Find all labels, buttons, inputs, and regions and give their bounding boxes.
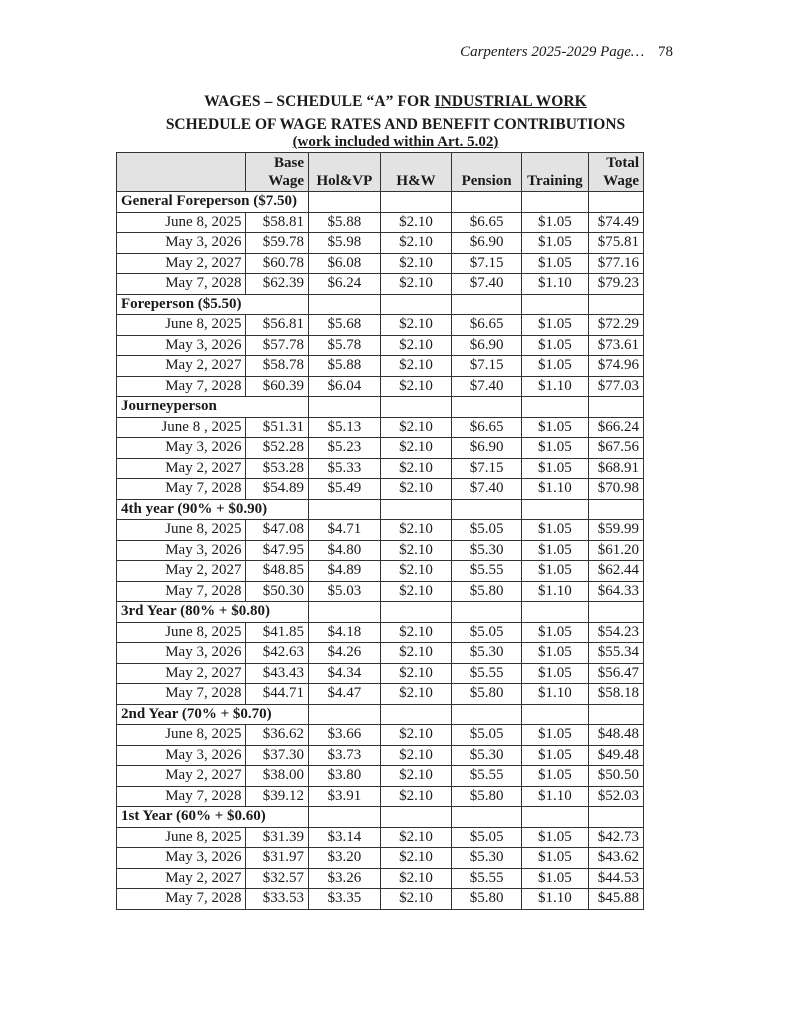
group-label: 3rd Year (80% + $0.80) [117, 602, 309, 623]
table-row [117, 315, 644, 336]
cell-hw: $2.10 [380, 622, 452, 643]
cell-hw: $2.10 [380, 745, 452, 766]
cell-training: $1.10 [521, 786, 588, 807]
cell-hol-vp: $4.71 [309, 520, 381, 541]
cell-hol-vp: $4.89 [309, 561, 381, 582]
cell-hw: $2.10 [380, 274, 452, 295]
empty-cell [380, 294, 452, 315]
cell-base-wage: $58.81 [246, 212, 309, 233]
cell-training: $1.10 [521, 684, 588, 705]
cell-total-wage: $70.98 [588, 479, 643, 500]
cell-effective-date: May 3, 2026 [117, 438, 246, 459]
cell-hol-vp: $5.33 [309, 458, 381, 479]
cell-pension: $6.90 [452, 335, 522, 356]
cell-base-wage: $36.62 [246, 725, 309, 746]
cell-total-wage: $72.29 [588, 315, 643, 336]
header-hol-vp: Hol&VP [309, 153, 381, 192]
empty-cell [588, 499, 643, 520]
group-row [117, 192, 644, 213]
cell-pension: $7.40 [452, 376, 522, 397]
cell-hw: $2.10 [380, 438, 452, 459]
header-pension: Pension [452, 153, 522, 192]
cell-pension: $5.30 [452, 745, 522, 766]
group-row [117, 294, 644, 315]
cell-hol-vp: $4.26 [309, 643, 381, 664]
table-row [117, 356, 644, 377]
table-row [117, 827, 644, 848]
cell-hw: $2.10 [380, 212, 452, 233]
empty-cell [452, 192, 522, 213]
empty-cell [380, 807, 452, 828]
page-title-prefix: WAGES – SCHEDULE “A” FOR [204, 93, 435, 110]
empty-cell [380, 499, 452, 520]
cell-pension: $5.05 [452, 622, 522, 643]
cell-pension: $5.55 [452, 868, 522, 889]
cell-hol-vp: $3.80 [309, 766, 381, 787]
cell-hw: $2.10 [380, 315, 452, 336]
cell-effective-date: May 2, 2027 [117, 253, 246, 274]
cell-hw: $2.10 [380, 663, 452, 684]
cell-pension: $6.90 [452, 233, 522, 254]
cell-base-wage: $37.30 [246, 745, 309, 766]
cell-hol-vp: $4.34 [309, 663, 381, 684]
cell-base-wage: $41.85 [246, 622, 309, 643]
page-title [0, 93, 791, 111]
cell-pension: $7.40 [452, 479, 522, 500]
cell-effective-date: June 8, 2025 [117, 622, 246, 643]
page-subtitle: SCHEDULE OF WAGE RATES AND BENEFIT CONTRIBUTIONS [165, 116, 626, 133]
cell-pension: $5.05 [452, 725, 522, 746]
cell-hol-vp: $5.03 [309, 581, 381, 602]
cell-hw: $2.10 [380, 376, 452, 397]
cell-training: $1.05 [521, 725, 588, 746]
table-row [117, 786, 644, 807]
cell-total-wage: $73.61 [588, 335, 643, 356]
cell-training: $1.10 [521, 889, 588, 910]
table-row [117, 335, 644, 356]
empty-cell [521, 397, 588, 418]
empty-cell [452, 294, 522, 315]
cell-effective-date: May 7, 2028 [117, 581, 246, 602]
cell-total-wage: $68.91 [588, 458, 643, 479]
cell-training: $1.05 [521, 253, 588, 274]
empty-cell [309, 704, 381, 725]
group-row [117, 807, 644, 828]
cell-total-wage: $48.48 [588, 725, 643, 746]
cell-effective-date: May 3, 2026 [117, 745, 246, 766]
empty-cell [521, 704, 588, 725]
cell-hol-vp: $5.68 [309, 315, 381, 336]
cell-training: $1.05 [521, 848, 588, 869]
empty-cell [588, 704, 643, 725]
cell-training: $1.05 [521, 356, 588, 377]
header-base-wage [246, 153, 309, 192]
cell-hw: $2.10 [380, 479, 452, 500]
table-row [117, 848, 644, 869]
cell-hol-vp: $3.20 [309, 848, 381, 869]
cell-hw: $2.10 [380, 233, 452, 254]
cell-total-wage: $55.34 [588, 643, 643, 664]
cell-pension: $5.80 [452, 786, 522, 807]
cell-base-wage: $53.28 [246, 458, 309, 479]
cell-total-wage: $62.44 [588, 561, 643, 582]
cell-hw: $2.10 [380, 540, 452, 561]
table-header-row [117, 153, 644, 192]
table-row [117, 889, 644, 910]
cell-effective-date: June 8, 2025 [117, 725, 246, 746]
cell-base-wage: $57.78 [246, 335, 309, 356]
empty-cell [452, 704, 522, 725]
cell-base-wage: $56.81 [246, 315, 309, 336]
cell-effective-date: May 3, 2026 [117, 848, 246, 869]
group-label: 1st Year (60% + $0.60) [117, 807, 309, 828]
table-row [117, 438, 644, 459]
empty-cell [309, 602, 381, 623]
table-row [117, 561, 644, 582]
cell-effective-date: May 2, 2027 [117, 561, 246, 582]
cell-base-wage: $38.00 [246, 766, 309, 787]
page-title-underlined: INDUSTRIAL WORK [434, 93, 587, 110]
cell-total-wage: $61.20 [588, 540, 643, 561]
table-row [117, 868, 644, 889]
cell-hol-vp: $4.47 [309, 684, 381, 705]
table-row [117, 643, 644, 664]
cell-total-wage: $77.16 [588, 253, 643, 274]
cell-pension: $6.90 [452, 438, 522, 459]
cell-pension: $5.80 [452, 581, 522, 602]
empty-cell [521, 807, 588, 828]
empty-cell [588, 807, 643, 828]
cell-base-wage: $44.71 [246, 684, 309, 705]
cell-total-wage: $44.53 [588, 868, 643, 889]
cell-total-wage: $52.03 [588, 786, 643, 807]
cell-effective-date: May 3, 2026 [117, 233, 246, 254]
empty-cell [380, 704, 452, 725]
cell-pension: $5.05 [452, 520, 522, 541]
cell-total-wage: $59.99 [588, 520, 643, 541]
cell-hol-vp: $5.98 [309, 233, 381, 254]
cell-base-wage: $31.97 [246, 848, 309, 869]
cell-effective-date: May 7, 2028 [117, 274, 246, 295]
empty-cell [309, 192, 381, 213]
cell-base-wage: $39.12 [246, 786, 309, 807]
cell-training: $1.05 [521, 212, 588, 233]
cell-training: $1.05 [521, 643, 588, 664]
empty-cell [521, 499, 588, 520]
cell-base-wage: $58.78 [246, 356, 309, 377]
cell-base-wage: $59.78 [246, 233, 309, 254]
cell-hol-vp: $5.23 [309, 438, 381, 459]
cell-pension: $7.15 [452, 253, 522, 274]
cell-total-wage: $64.33 [588, 581, 643, 602]
table-row [117, 663, 644, 684]
cell-hol-vp: $5.88 [309, 212, 381, 233]
table-row [117, 376, 644, 397]
table-row [117, 581, 644, 602]
cell-training: $1.05 [521, 520, 588, 541]
empty-cell [588, 397, 643, 418]
cell-hol-vp: $3.66 [309, 725, 381, 746]
cell-base-wage: $47.95 [246, 540, 309, 561]
cell-training: $1.05 [521, 766, 588, 787]
cell-hol-vp: $5.13 [309, 417, 381, 438]
wage-schedule-table [116, 152, 644, 910]
empty-cell [452, 397, 522, 418]
table-row [117, 417, 644, 438]
cell-hol-vp: $4.18 [309, 622, 381, 643]
header-base-wage-line1: Base [274, 155, 305, 171]
cell-hw: $2.10 [380, 766, 452, 787]
cell-total-wage: $54.23 [588, 622, 643, 643]
table-row [117, 520, 644, 541]
header-training: Training [521, 153, 588, 192]
cell-training: $1.05 [521, 233, 588, 254]
empty-cell [588, 294, 643, 315]
cell-hol-vp: $5.78 [309, 335, 381, 356]
cell-total-wage: $67.56 [588, 438, 643, 459]
cell-pension: $7.40 [452, 274, 522, 295]
cell-pension: $5.55 [452, 663, 522, 684]
table-row [117, 684, 644, 705]
cell-base-wage: $43.43 [246, 663, 309, 684]
cell-base-wage: $31.39 [246, 827, 309, 848]
cell-pension: $6.65 [452, 212, 522, 233]
empty-cell [309, 397, 381, 418]
cell-effective-date: May 2, 2027 [117, 766, 246, 787]
cell-total-wage: $42.73 [588, 827, 643, 848]
cell-hw: $2.10 [380, 889, 452, 910]
cell-training: $1.05 [521, 622, 588, 643]
page-number: 78 [658, 44, 673, 60]
group-row [117, 704, 644, 725]
cell-hol-vp: $6.08 [309, 253, 381, 274]
cell-effective-date: May 2, 2027 [117, 458, 246, 479]
cell-hw: $2.10 [380, 848, 452, 869]
table-row [117, 212, 644, 233]
header-label [117, 153, 246, 192]
cell-base-wage: $50.30 [246, 581, 309, 602]
table-row [117, 622, 644, 643]
header-total-wage [588, 153, 643, 192]
empty-cell [452, 499, 522, 520]
empty-cell [380, 602, 452, 623]
table-row [117, 253, 644, 274]
cell-effective-date: May 7, 2028 [117, 479, 246, 500]
cell-effective-date: May 3, 2026 [117, 335, 246, 356]
cell-hw: $2.10 [380, 335, 452, 356]
cell-pension: $5.30 [452, 643, 522, 664]
empty-cell [380, 397, 452, 418]
cell-base-wage: $52.28 [246, 438, 309, 459]
cell-training: $1.05 [521, 827, 588, 848]
page-subtitle-note [0, 134, 791, 151]
cell-training: $1.05 [521, 438, 588, 459]
cell-total-wage: $66.24 [588, 417, 643, 438]
table-body [117, 192, 644, 910]
cell-total-wage: $79.23 [588, 274, 643, 295]
cell-training: $1.05 [521, 417, 588, 438]
cell-hw: $2.10 [380, 643, 452, 664]
cell-hw: $2.10 [380, 458, 452, 479]
table-row [117, 766, 644, 787]
table-row [117, 725, 644, 746]
cell-hol-vp: $3.26 [309, 868, 381, 889]
table-row [117, 274, 644, 295]
group-label: General Foreperson ($7.50) [117, 192, 309, 213]
cell-hw: $2.10 [380, 786, 452, 807]
cell-hol-vp: $3.35 [309, 889, 381, 910]
cell-hol-vp: $6.24 [309, 274, 381, 295]
empty-cell [521, 294, 588, 315]
cell-hw: $2.10 [380, 417, 452, 438]
table-row [117, 458, 644, 479]
header-hw: H&W [380, 153, 452, 192]
cell-base-wage: $54.89 [246, 479, 309, 500]
cell-base-wage: $32.57 [246, 868, 309, 889]
cell-total-wage: $77.03 [588, 376, 643, 397]
header-base-wage-line2: Wage [268, 173, 305, 189]
cell-hw: $2.10 [380, 520, 452, 541]
cell-hol-vp: $5.49 [309, 479, 381, 500]
empty-cell [521, 192, 588, 213]
cell-effective-date: May 2, 2027 [117, 868, 246, 889]
cell-base-wage: $62.39 [246, 274, 309, 295]
cell-training: $1.05 [521, 561, 588, 582]
cell-training: $1.05 [521, 745, 588, 766]
cell-hw: $2.10 [380, 356, 452, 377]
cell-hw: $2.10 [380, 561, 452, 582]
cell-hol-vp: $3.91 [309, 786, 381, 807]
cell-total-wage: $43.62 [588, 848, 643, 869]
table-row [117, 479, 644, 500]
cell-effective-date: June 8, 2025 [117, 315, 246, 336]
cell-hw: $2.10 [380, 725, 452, 746]
cell-training: $1.05 [521, 540, 588, 561]
cell-base-wage: $60.39 [246, 376, 309, 397]
cell-hol-vp: $3.14 [309, 827, 381, 848]
cell-training: $1.05 [521, 335, 588, 356]
cell-base-wage: $48.85 [246, 561, 309, 582]
empty-cell [309, 294, 381, 315]
cell-hw: $2.10 [380, 684, 452, 705]
table-row [117, 233, 644, 254]
group-label: Foreperson ($5.50) [117, 294, 309, 315]
cell-pension: $5.55 [452, 766, 522, 787]
cell-training: $1.10 [521, 376, 588, 397]
cell-effective-date: June 8 , 2025 [117, 417, 246, 438]
cell-training: $1.10 [521, 274, 588, 295]
cell-total-wage: $50.50 [588, 766, 643, 787]
cell-effective-date: May 7, 2028 [117, 786, 246, 807]
empty-cell [588, 602, 643, 623]
group-row [117, 397, 644, 418]
cell-hol-vp: $6.04 [309, 376, 381, 397]
cell-pension: $6.65 [452, 315, 522, 336]
cell-effective-date: June 8, 2025 [117, 212, 246, 233]
empty-cell [452, 602, 522, 623]
group-row [117, 602, 644, 623]
header-total-line2: Wage [603, 173, 639, 189]
empty-cell [452, 807, 522, 828]
cell-pension: $7.15 [452, 458, 522, 479]
cell-base-wage: $51.31 [246, 417, 309, 438]
cell-total-wage: $56.47 [588, 663, 643, 684]
cell-training: $1.05 [521, 458, 588, 479]
cell-effective-date: May 7, 2028 [117, 684, 246, 705]
cell-total-wage: $49.48 [588, 745, 643, 766]
cell-training: $1.05 [521, 663, 588, 684]
article-reference: (work included within Art. 5.02) [292, 134, 499, 150]
cell-base-wage: $33.53 [246, 889, 309, 910]
group-label: 2nd Year (70% + $0.70) [117, 704, 309, 725]
cell-hol-vp: $3.73 [309, 745, 381, 766]
cell-effective-date: May 2, 2027 [117, 356, 246, 377]
header-total-line1: Total [606, 155, 639, 171]
group-row [117, 499, 644, 520]
cell-hol-vp: $5.88 [309, 356, 381, 377]
cell-total-wage: $45.88 [588, 889, 643, 910]
cell-pension: $5.80 [452, 889, 522, 910]
cell-training: $1.05 [521, 868, 588, 889]
cell-total-wage: $58.18 [588, 684, 643, 705]
document-title: Carpenters 2025-2029 Page… [460, 44, 645, 60]
cell-pension: $5.80 [452, 684, 522, 705]
table-row [117, 540, 644, 561]
empty-cell [380, 192, 452, 213]
cell-pension: $5.30 [452, 848, 522, 869]
cell-total-wage: $74.96 [588, 356, 643, 377]
cell-pension: $5.05 [452, 827, 522, 848]
cell-hw: $2.10 [380, 827, 452, 848]
cell-base-wage: $60.78 [246, 253, 309, 274]
cell-hw: $2.10 [380, 253, 452, 274]
cell-training: $1.05 [521, 315, 588, 336]
group-label: Journeyperson [117, 397, 309, 418]
cell-hol-vp: $4.80 [309, 540, 381, 561]
empty-cell [309, 499, 381, 520]
cell-pension: $6.65 [452, 417, 522, 438]
cell-effective-date: June 8, 2025 [117, 827, 246, 848]
cell-hw: $2.10 [380, 868, 452, 889]
cell-effective-date: June 8, 2025 [117, 520, 246, 541]
cell-effective-date: May 2, 2027 [117, 663, 246, 684]
cell-total-wage: $75.81 [588, 233, 643, 254]
cell-hw: $2.10 [380, 581, 452, 602]
table-row [117, 745, 644, 766]
empty-cell [521, 602, 588, 623]
cell-training: $1.10 [521, 581, 588, 602]
running-header [460, 44, 673, 61]
cell-base-wage: $47.08 [246, 520, 309, 541]
cell-effective-date: May 3, 2026 [117, 643, 246, 664]
group-label: 4th year (90% + $0.90) [117, 499, 309, 520]
cell-base-wage: $42.63 [246, 643, 309, 664]
cell-training: $1.10 [521, 479, 588, 500]
cell-pension: $5.55 [452, 561, 522, 582]
empty-cell [309, 807, 381, 828]
cell-total-wage: $74.49 [588, 212, 643, 233]
cell-effective-date: May 3, 2026 [117, 540, 246, 561]
cell-pension: $5.30 [452, 540, 522, 561]
cell-effective-date: May 7, 2028 [117, 376, 246, 397]
cell-pension: $7.15 [452, 356, 522, 377]
cell-effective-date: May 7, 2028 [117, 889, 246, 910]
empty-cell [588, 192, 643, 213]
